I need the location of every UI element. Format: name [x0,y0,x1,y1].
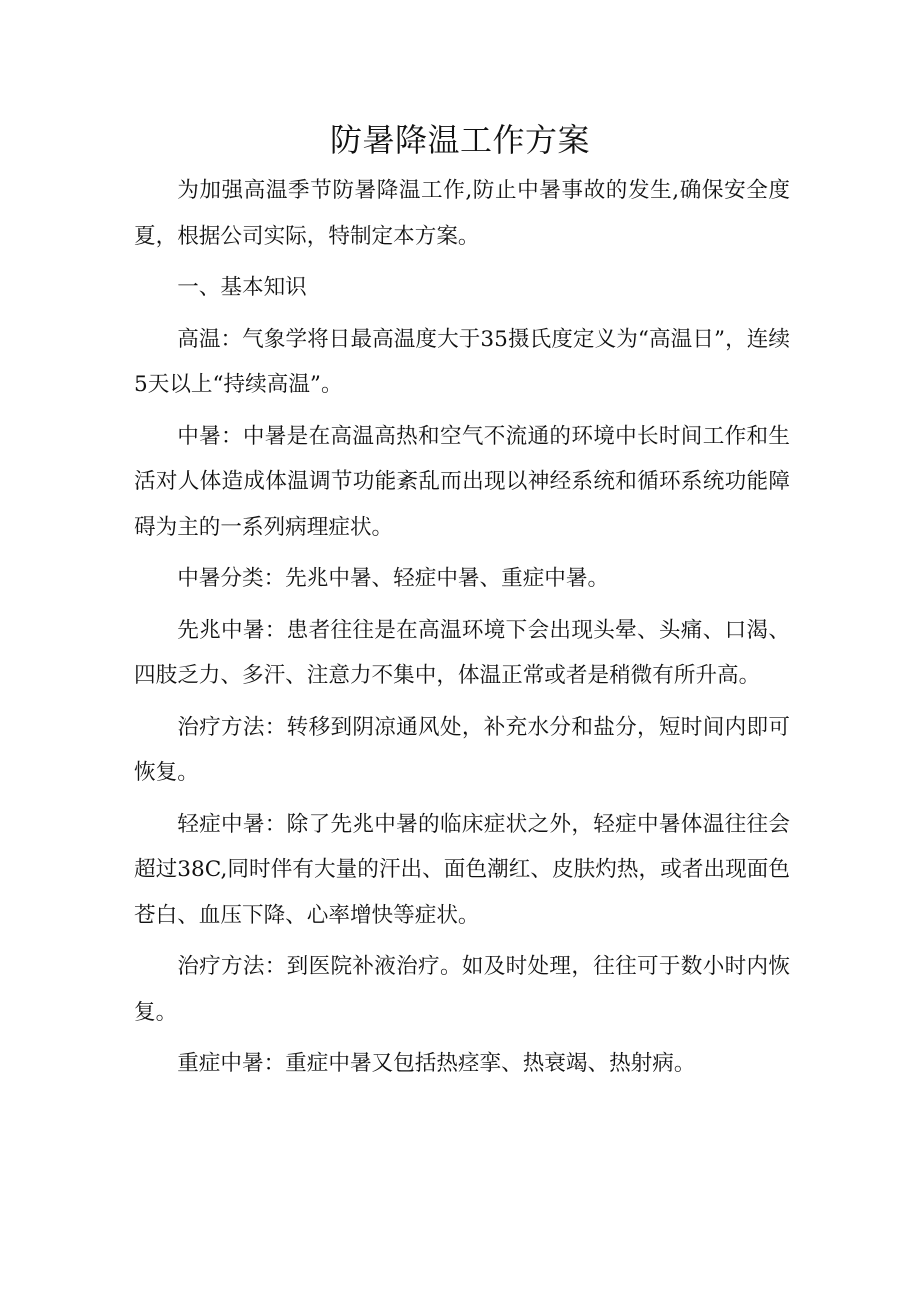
paragraph-mild-heatstroke: 轻症中暑：除了先兆中暑的临床症状之外，轻症中暑体温往往会超过38C,同时伴有大量的汗出、面色潮红、皮肤灼热，或者出现面色苍白、血压下降、心率增快等症状。 [134,811,790,928]
paragraph-severe-heatstroke: 重症中暑：重症中暑又包括热痉挛、热衰竭、热射病。 [177,1051,696,1076]
paragraph-heatstroke-classification: 中暑分类：先兆中暑、轻症中暑、重症中暑。 [177,566,610,591]
paragraph-treatment-prodromal: 治疗方法：转移到阴凉通风处，补充水分和盐分，短时间内即可恢复。 [134,714,790,785]
document-body [134,168,790,1087]
paragraph-treatment-mild: 治疗方法：到医院补液治疗。如及时处理，往往可于数小时内恢复。 [134,954,790,1025]
document-title: 防暑降温工作方案 [329,121,590,159]
section-heading-basic-knowledge: 一、基本知识 [177,275,307,300]
paragraph-prodromal-heatstroke: 先兆中暑：患者往往是在高温环境下会出现头晕、头痛、口渴、四肢乏力、多汗、注意力不集中，体温正常或者是稍微有所升高。 [134,617,790,688]
paragraph-intro: 为加强高温季节防暑降温工作,防止中暑事故的发生,确保安全度夏，根据公司实际，特制定本方案。 [134,178,790,249]
paragraph-heatstroke-definition: 中暑：中暑是在高温高热和空气不流通的环境中长时间工作和生活对人体造成体温调节功能紊乱而出现以神经系统和循环系统功能障碍为主的一系列病理症状。 [134,423,790,540]
paragraph-high-temperature: 高温：气象学将日最高温度大于35摄氏度定义为“高温日”，连续5天以上“持续高温”。 [134,326,790,397]
